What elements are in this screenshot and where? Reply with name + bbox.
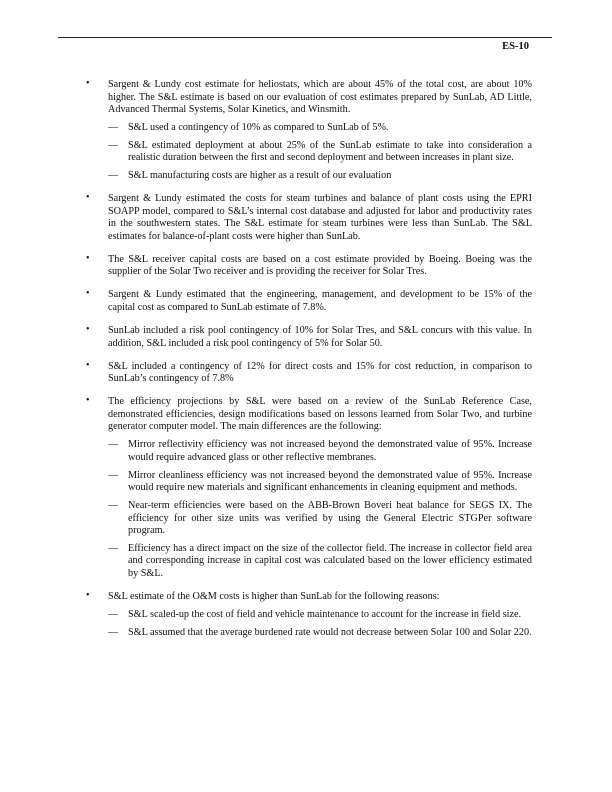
dash-marker: —: [108, 121, 119, 133]
sub-item: [108, 170, 532, 183]
sub-text: S&L manufacturing costs are higher as a result of our evaluation: [128, 170, 392, 182]
bullet-marker: •: [86, 192, 90, 204]
dash-marker: —: [108, 439, 119, 451]
bullet-text: Sargent & Lundy estimated the costs for steam turbines and balance of plant costs using the EPRI SOAPP model, compared to S&L’s internal cost database and adjusted for labor and productivity rates in the southwestern states. The S&L estimate for steam turbines were less than SunLab. The S&L estimates for balance-of-plant costs were higher than SunLab.: [108, 193, 532, 242]
bullet-item: [84, 193, 532, 243]
sub-text: Efficiency has a direct impact on the size of the collector field. The increase in collector field area and corresponding increase in capital cost was calculated based on the lower efficiency estimated by S&L.: [128, 542, 532, 580]
dash-marker: —: [108, 170, 119, 182]
bullet-marker: •: [86, 78, 90, 89]
bullet-text: S&L included a contingency of 12% for direct costs and 15% for cost reduction, in comparison to SunLab’s contingency of 7.8%: [108, 360, 532, 385]
bullet-marker: •: [86, 252, 90, 264]
dash-marker: —: [108, 469, 119, 481]
bullet-text: S&L estimate of the O&M costs is higher than SunLab for the following reasons:: [108, 591, 440, 603]
dash-marker: —: [108, 139, 119, 151]
sub-text: Near-term efficiencies were based on the ABB-Brown Boveri heat balance for SEGS IX. The efficiency for other size units was verified by using the General Electric STGPer software program.: [128, 499, 532, 537]
header-rule: [58, 37, 552, 38]
sub-item: [108, 609, 532, 622]
sub-item: [108, 439, 532, 464]
sub-text: S&L used a contingency of 10% as compared to SunLab of 5%.: [128, 121, 389, 133]
bullet-text: The S&L receiver capital costs are based on a cost estimate provided by Boeing. Boeing was the supplier of the Solar Two receiver and is providing the receiver for Solar Tres.: [108, 253, 532, 278]
sub-item: [108, 470, 532, 495]
bullet-list: [84, 79, 532, 650]
bullet-text: SunLab included a risk pool contingency of 10% for Solar Tres, and S&L concurs with this value. In addition, S&L included a risk pool contingency of 5% for Solar 50.: [108, 325, 532, 349]
bullet-text: Sargent & Lundy estimated that the engineering, management, and development to be 15% of the capital cost as compared to SunLab estimate of 7.8%.: [108, 289, 532, 314]
sub-item: [108, 122, 532, 135]
dash-marker: —: [108, 499, 119, 511]
bullet-item: [84, 325, 532, 350]
bullet-item: [84, 591, 532, 639]
sub-text: S&L estimated deployment at about 25% of the SunLab estimate to take into consideration a realistic duration between the first and second deployment and between increases in plant size.: [128, 139, 532, 164]
bullet-marker: •: [86, 395, 90, 407]
sub-text: Mirror reflectivity efficiency was not increased beyond the demonstrated value of 95%. Increase would require advanced glass or other reflective membranes.: [128, 439, 532, 463]
bullet-item: [84, 79, 532, 183]
bullet-text: The efficiency projections by S&L were based on a review of the SunLab Reference Case, demonstrated efficiencies, design modifications based on lessons learned from Solar Two, and turbine generator computer model. The main differences are the following:: [108, 396, 532, 433]
bullet-marker: •: [86, 359, 90, 371]
dash-marker: —: [108, 626, 119, 638]
bullet-text: Sargent & Lundy cost estimate for heliostats, which are about 45% of the total cost, are about 10% higher. The S&L estimate is based on our evaluation of cost estimates prepared by SunLab, AD Little, Advanced Thermal Systems, Solar Kinetics, and Winsmith.: [108, 79, 532, 116]
page-number: ES-10: [502, 41, 529, 52]
sub-item: [108, 543, 532, 581]
dash-marker: —: [108, 608, 119, 620]
bullet-marker: •: [86, 324, 90, 336]
sub-item: [108, 140, 532, 165]
sub-text: S&L scaled-up the cost of field and vehicle maintenance to account for the increase in field size.: [128, 608, 522, 620]
bullet-item: [84, 289, 532, 314]
bullet-item: [84, 361, 532, 386]
bullet-item: [84, 396, 532, 580]
bullet-marker: •: [86, 288, 90, 300]
sub-item: [108, 500, 532, 538]
sub-text: Mirror cleanliness efficiency was not increased beyond the demonstrated value of 95%. Increase would require new materials and significant enhancements in cleaning equipment and methods.: [128, 469, 532, 494]
bullet-item: [84, 254, 532, 279]
sub-text: S&L assumed that the average burdened rate would not decrease between Solar 100 and Solar 220.: [128, 626, 532, 638]
bullet-marker: •: [86, 590, 90, 602]
sub-item: [108, 627, 532, 640]
dash-marker: —: [108, 542, 119, 554]
